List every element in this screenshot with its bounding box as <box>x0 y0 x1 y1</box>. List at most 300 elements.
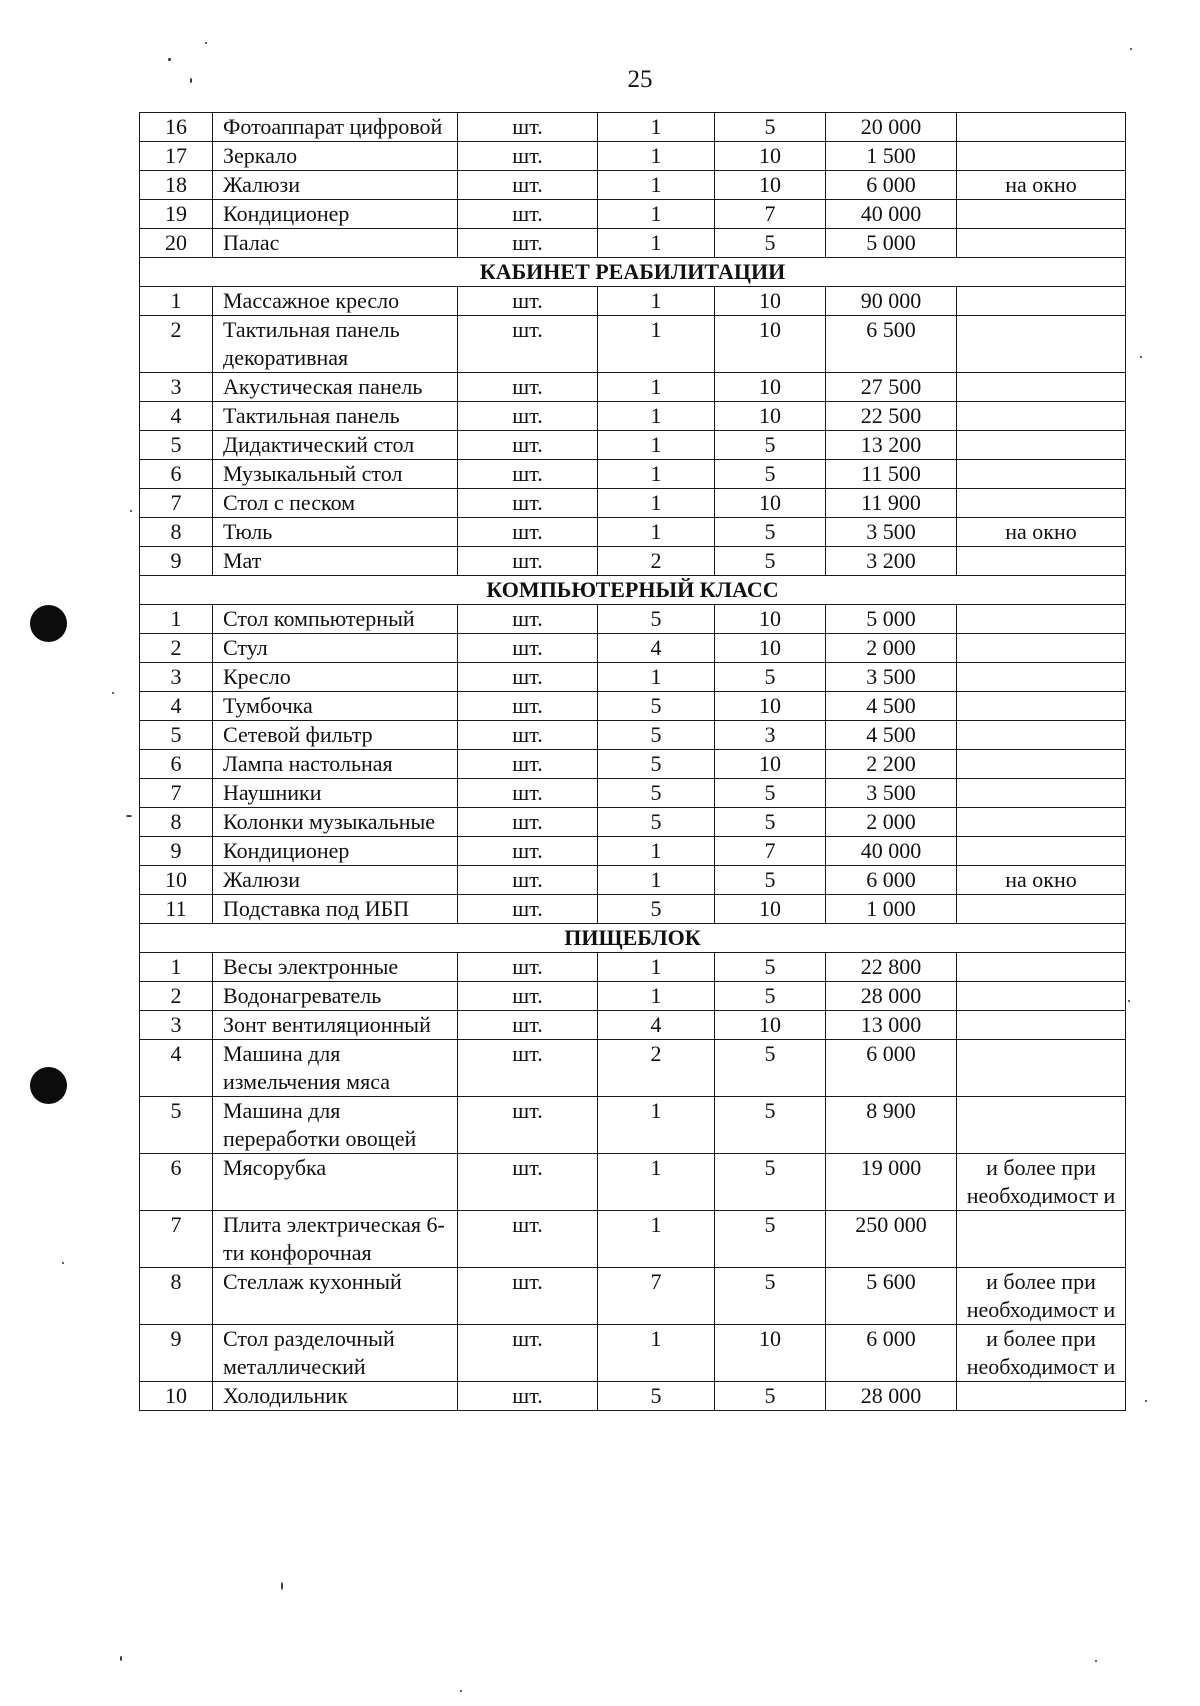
quantity-cell: 1 <box>598 953 715 982</box>
service-years-cell: 10 <box>715 489 826 518</box>
scan-speck <box>62 1262 64 1264</box>
table-row <box>140 1325 1126 1382</box>
note-cell <box>957 692 1126 721</box>
item-name-cell: Кондиционер <box>213 200 458 229</box>
row-number-cell: 16 <box>140 113 213 142</box>
row-number-cell: 10 <box>140 866 213 895</box>
unit-cell: шт. <box>458 402 598 431</box>
price-cell: 1 500 <box>826 142 957 171</box>
note-cell <box>957 489 1126 518</box>
price-cell: 4 500 <box>826 721 957 750</box>
note-cell: и более при необходимост и <box>957 1268 1126 1325</box>
price-cell: 2 200 <box>826 750 957 779</box>
table-row <box>140 171 1126 200</box>
quantity-cell: 1 <box>598 171 715 200</box>
quantity-cell: 1 <box>598 142 715 171</box>
item-name-cell: Тактильная панель <box>213 402 458 431</box>
row-number-cell: 5 <box>140 1097 213 1154</box>
quantity-cell: 1 <box>598 837 715 866</box>
table-row <box>140 1382 1126 1411</box>
note-cell <box>957 605 1126 634</box>
row-number-cell: 3 <box>140 1011 213 1040</box>
item-name-cell: Стол разделочный металлический <box>213 1325 458 1382</box>
quantity-cell: 5 <box>598 1382 715 1411</box>
section-title: КАБИНЕТ РЕАБИЛИТАЦИИ <box>140 258 1126 287</box>
table-row <box>140 605 1126 634</box>
table-row <box>140 837 1126 866</box>
note-cell <box>957 460 1126 489</box>
table-row <box>140 316 1126 373</box>
price-cell: 27 500 <box>826 373 957 402</box>
table-row <box>140 1097 1126 1154</box>
item-name-cell: Зонт вентиляционный <box>213 1011 458 1040</box>
table-row <box>140 1211 1126 1268</box>
note-cell <box>957 895 1126 924</box>
equipment-table <box>139 112 1126 1411</box>
scan-speck <box>281 1582 283 1590</box>
table-row <box>140 953 1126 982</box>
scan-speck <box>1140 356 1142 358</box>
note-cell <box>957 837 1126 866</box>
scan-speck <box>120 1656 122 1661</box>
service-years-cell: 5 <box>715 1154 826 1211</box>
note-cell <box>957 373 1126 402</box>
unit-cell: шт. <box>458 982 598 1011</box>
table-row <box>140 1154 1126 1211</box>
quantity-cell: 2 <box>598 547 715 576</box>
note-cell <box>957 1011 1126 1040</box>
row-number-cell: 1 <box>140 605 213 634</box>
quantity-cell: 1 <box>598 402 715 431</box>
unit-cell: шт. <box>458 113 598 142</box>
service-years-cell: 10 <box>715 692 826 721</box>
service-years-cell: 5 <box>715 982 826 1011</box>
service-years-cell: 5 <box>715 808 826 837</box>
price-cell: 8 900 <box>826 1097 957 1154</box>
table-row <box>140 808 1126 837</box>
price-cell: 4 500 <box>826 692 957 721</box>
note-cell <box>957 287 1126 316</box>
service-years-cell: 10 <box>715 605 826 634</box>
price-cell: 90 000 <box>826 287 957 316</box>
section-title: КОМПЬЮТЕРНЫЙ КЛАСС <box>140 576 1126 605</box>
quantity-cell: 1 <box>598 1325 715 1382</box>
row-number-cell: 7 <box>140 489 213 518</box>
quantity-cell: 2 <box>598 1040 715 1097</box>
item-name-cell: Весы электронные <box>213 953 458 982</box>
quantity-cell: 1 <box>598 229 715 258</box>
note-cell <box>957 808 1126 837</box>
quantity-cell: 1 <box>598 1097 715 1154</box>
service-years-cell: 5 <box>715 113 826 142</box>
price-cell: 6 000 <box>826 171 957 200</box>
row-number-cell: 6 <box>140 1154 213 1211</box>
note-cell: на окно <box>957 866 1126 895</box>
quantity-cell: 1 <box>598 982 715 1011</box>
item-name-cell: Машина для измельчения мяса <box>213 1040 458 1097</box>
quantity-cell: 5 <box>598 895 715 924</box>
quantity-cell: 4 <box>598 634 715 663</box>
service-years-cell: 7 <box>715 837 826 866</box>
service-years-cell: 10 <box>715 171 826 200</box>
note-cell <box>957 779 1126 808</box>
unit-cell: шт. <box>458 1011 598 1040</box>
price-cell: 6 500 <box>826 316 957 373</box>
row-number-cell: 18 <box>140 171 213 200</box>
service-years-cell: 5 <box>715 229 826 258</box>
table-row <box>140 982 1126 1011</box>
note-cell <box>957 663 1126 692</box>
scan-speck <box>126 815 132 817</box>
row-number-cell: 5 <box>140 721 213 750</box>
price-cell: 3 500 <box>826 518 957 547</box>
row-number-cell: 6 <box>140 460 213 489</box>
item-name-cell: Жалюзи <box>213 171 458 200</box>
unit-cell: шт. <box>458 431 598 460</box>
note-cell <box>957 200 1126 229</box>
table-row <box>140 431 1126 460</box>
unit-cell: шт. <box>458 287 598 316</box>
row-number-cell: 11 <box>140 895 213 924</box>
unit-cell: шт. <box>458 200 598 229</box>
table-row <box>140 113 1126 142</box>
service-years-cell: 10 <box>715 1325 826 1382</box>
price-cell: 22 800 <box>826 953 957 982</box>
note-cell <box>957 750 1126 779</box>
item-name-cell: Палас <box>213 229 458 258</box>
row-number-cell: 4 <box>140 1040 213 1097</box>
row-number-cell: 1 <box>140 953 213 982</box>
service-years-cell: 5 <box>715 518 826 547</box>
quantity-cell: 1 <box>598 200 715 229</box>
item-name-cell: Машина для переработки овощей <box>213 1097 458 1154</box>
row-number-cell: 2 <box>140 634 213 663</box>
price-cell: 3 500 <box>826 779 957 808</box>
note-cell: и более при необходимост и <box>957 1325 1126 1382</box>
table-row <box>140 229 1126 258</box>
section-title: ПИЩЕБЛОК <box>140 924 1126 953</box>
unit-cell: шт. <box>458 547 598 576</box>
item-name-cell: Кондиционер <box>213 837 458 866</box>
row-number-cell: 3 <box>140 663 213 692</box>
row-number-cell: 3 <box>140 373 213 402</box>
row-number-cell: 4 <box>140 402 213 431</box>
note-cell: на окно <box>957 518 1126 547</box>
quantity-cell: 5 <box>598 750 715 779</box>
price-cell: 11 900 <box>826 489 957 518</box>
table-row <box>140 518 1126 547</box>
price-cell: 40 000 <box>826 200 957 229</box>
unit-cell: шт. <box>458 460 598 489</box>
quantity-cell: 7 <box>598 1268 715 1325</box>
table-row <box>140 200 1126 229</box>
table-row <box>140 460 1126 489</box>
row-number-cell: 8 <box>140 518 213 547</box>
table-row <box>140 721 1126 750</box>
item-name-cell: Музыкальный стол <box>213 460 458 489</box>
scan-speck <box>190 78 192 83</box>
row-number-cell: 19 <box>140 200 213 229</box>
service-years-cell: 10 <box>715 402 826 431</box>
price-cell: 28 000 <box>826 1382 957 1411</box>
unit-cell: шт. <box>458 1211 598 1268</box>
price-cell: 40 000 <box>826 837 957 866</box>
item-name-cell: Тактильная панель декоративная <box>213 316 458 373</box>
unit-cell: шт. <box>458 171 598 200</box>
punch-hole-lower <box>30 1067 67 1104</box>
row-number-cell: 8 <box>140 808 213 837</box>
unit-cell: шт. <box>458 1325 598 1382</box>
table-row <box>140 663 1126 692</box>
service-years-cell: 10 <box>715 142 826 171</box>
item-name-cell: Тюль <box>213 518 458 547</box>
table-row <box>140 692 1126 721</box>
price-cell: 11 500 <box>826 460 957 489</box>
row-number-cell: 4 <box>140 692 213 721</box>
service-years-cell: 5 <box>715 1097 826 1154</box>
price-cell: 28 000 <box>826 982 957 1011</box>
note-cell <box>957 1040 1126 1097</box>
service-years-cell: 10 <box>715 750 826 779</box>
row-number-cell: 9 <box>140 837 213 866</box>
service-years-cell: 5 <box>715 547 826 576</box>
service-years-cell: 5 <box>715 460 826 489</box>
table-row <box>140 779 1126 808</box>
note-cell <box>957 229 1126 258</box>
section-header-row <box>140 576 1126 605</box>
row-number-cell: 2 <box>140 316 213 373</box>
item-name-cell: Стол с песком <box>213 489 458 518</box>
service-years-cell: 5 <box>715 1268 826 1325</box>
unit-cell: шт. <box>458 634 598 663</box>
unit-cell: шт. <box>458 750 598 779</box>
item-name-cell: Кресло <box>213 663 458 692</box>
note-cell <box>957 1382 1126 1411</box>
unit-cell: шт. <box>458 779 598 808</box>
row-number-cell: 6 <box>140 750 213 779</box>
service-years-cell: 10 <box>715 634 826 663</box>
quantity-cell: 1 <box>598 489 715 518</box>
item-name-cell: Тумбочка <box>213 692 458 721</box>
note-cell <box>957 547 1126 576</box>
service-years-cell: 5 <box>715 1040 826 1097</box>
quantity-cell: 1 <box>598 1154 715 1211</box>
table-row <box>140 1268 1126 1325</box>
note-cell <box>957 142 1126 171</box>
note-cell <box>957 402 1126 431</box>
table-row <box>140 373 1126 402</box>
price-cell: 2 000 <box>826 808 957 837</box>
row-number-cell: 7 <box>140 779 213 808</box>
quantity-cell: 1 <box>598 663 715 692</box>
note-cell <box>957 1211 1126 1268</box>
quantity-cell: 1 <box>598 518 715 547</box>
unit-cell: шт. <box>458 605 598 634</box>
unit-cell: шт. <box>458 316 598 373</box>
row-number-cell: 1 <box>140 287 213 316</box>
row-number-cell: 9 <box>140 547 213 576</box>
table-row <box>140 1040 1126 1097</box>
price-cell: 6 000 <box>826 1325 957 1382</box>
row-number-cell: 17 <box>140 142 213 171</box>
quantity-cell: 1 <box>598 1211 715 1268</box>
punch-hole-upper <box>30 605 67 642</box>
item-name-cell: Сетевой фильтр <box>213 721 458 750</box>
price-cell: 2 000 <box>826 634 957 663</box>
scan-speck <box>1145 1400 1147 1402</box>
quantity-cell: 1 <box>598 373 715 402</box>
item-name-cell: Холодильник <box>213 1382 458 1411</box>
scan-speck <box>1095 1660 1097 1662</box>
item-name-cell: Зеркало <box>213 142 458 171</box>
table-row <box>140 489 1126 518</box>
unit-cell: шт. <box>458 1382 598 1411</box>
item-name-cell: Стул <box>213 634 458 663</box>
service-years-cell: 5 <box>715 663 826 692</box>
unit-cell: шт. <box>458 489 598 518</box>
item-name-cell: Наушники <box>213 779 458 808</box>
page-number: 25 <box>627 66 653 93</box>
service-years-cell: 5 <box>715 779 826 808</box>
unit-cell: шт. <box>458 1097 598 1154</box>
note-cell <box>957 721 1126 750</box>
unit-cell: шт. <box>458 866 598 895</box>
quantity-cell: 1 <box>598 113 715 142</box>
price-cell: 1 000 <box>826 895 957 924</box>
unit-cell: шт. <box>458 808 598 837</box>
price-cell: 19 000 <box>826 1154 957 1211</box>
row-number-cell: 7 <box>140 1211 213 1268</box>
service-years-cell: 10 <box>715 895 826 924</box>
section-header-row <box>140 258 1126 287</box>
row-number-cell: 2 <box>140 982 213 1011</box>
scan-speck <box>1128 1000 1130 1002</box>
price-cell: 13 200 <box>826 431 957 460</box>
note-cell <box>957 113 1126 142</box>
service-years-cell: 5 <box>715 431 826 460</box>
note-cell: и более при необходимост и <box>957 1154 1126 1211</box>
unit-cell: шт. <box>458 663 598 692</box>
service-years-cell: 5 <box>715 1211 826 1268</box>
note-cell: на окно <box>957 171 1126 200</box>
table-row <box>140 142 1126 171</box>
unit-cell: шт. <box>458 1154 598 1211</box>
item-name-cell: Лампа настольная <box>213 750 458 779</box>
price-cell: 5 000 <box>826 229 957 258</box>
service-years-cell: 5 <box>715 1382 826 1411</box>
service-years-cell: 10 <box>715 287 826 316</box>
scan-speck <box>112 692 114 694</box>
table-row <box>140 634 1126 663</box>
scan-speck <box>130 510 132 512</box>
item-name-cell: Стеллаж кухонный <box>213 1268 458 1325</box>
item-name-cell: Массажное кресло <box>213 287 458 316</box>
item-name-cell: Мат <box>213 547 458 576</box>
item-name-cell: Акустическая панель <box>213 373 458 402</box>
row-number-cell: 20 <box>140 229 213 258</box>
item-name-cell: Мясорубка <box>213 1154 458 1211</box>
table-row <box>140 866 1126 895</box>
unit-cell: шт. <box>458 1040 598 1097</box>
unit-cell: шт. <box>458 142 598 171</box>
service-years-cell: 10 <box>715 373 826 402</box>
quantity-cell: 1 <box>598 431 715 460</box>
row-number-cell: 8 <box>140 1268 213 1325</box>
scan-speck <box>1130 48 1132 50</box>
unit-cell: шт. <box>458 373 598 402</box>
unit-cell: шт. <box>458 837 598 866</box>
item-name-cell: Дидактический стол <box>213 431 458 460</box>
table-row <box>140 895 1126 924</box>
service-years-cell: 10 <box>715 316 826 373</box>
price-cell: 3 500 <box>826 663 957 692</box>
note-cell <box>957 634 1126 663</box>
service-years-cell: 5 <box>715 866 826 895</box>
item-name-cell: Стол компьютерный <box>213 605 458 634</box>
quantity-cell: 5 <box>598 721 715 750</box>
item-name-cell: Плита электрическая 6-ти конфорочная <box>213 1211 458 1268</box>
price-cell: 3 200 <box>826 547 957 576</box>
price-cell: 6 000 <box>826 866 957 895</box>
table-row <box>140 547 1126 576</box>
table-row <box>140 287 1126 316</box>
unit-cell: шт. <box>458 229 598 258</box>
service-years-cell: 3 <box>715 721 826 750</box>
item-name-cell: Водонагреватель <box>213 982 458 1011</box>
item-name-cell: Колонки музыкальные <box>213 808 458 837</box>
note-cell <box>957 316 1126 373</box>
unit-cell: шт. <box>458 692 598 721</box>
quantity-cell: 5 <box>598 605 715 634</box>
unit-cell: шт. <box>458 895 598 924</box>
quantity-cell: 1 <box>598 316 715 373</box>
note-cell <box>957 1097 1126 1154</box>
scan-speck <box>460 1690 462 1692</box>
row-number-cell: 5 <box>140 431 213 460</box>
unit-cell: шт. <box>458 953 598 982</box>
service-years-cell: 7 <box>715 200 826 229</box>
item-name-cell: Фотоаппарат цифровой <box>213 113 458 142</box>
service-years-cell: 5 <box>715 953 826 982</box>
scan-speck <box>168 58 171 61</box>
equipment-table-body <box>140 113 1126 1411</box>
row-number-cell: 10 <box>140 1382 213 1411</box>
service-years-cell: 10 <box>715 1011 826 1040</box>
unit-cell: шт. <box>458 1268 598 1325</box>
row-number-cell: 9 <box>140 1325 213 1382</box>
price-cell: 5 000 <box>826 605 957 634</box>
unit-cell: шт. <box>458 518 598 547</box>
unit-cell: шт. <box>458 721 598 750</box>
quantity-cell: 5 <box>598 692 715 721</box>
item-name-cell: Жалюзи <box>213 866 458 895</box>
quantity-cell: 1 <box>598 287 715 316</box>
quantity-cell: 5 <box>598 779 715 808</box>
note-cell <box>957 431 1126 460</box>
quantity-cell: 1 <box>598 866 715 895</box>
price-cell: 250 000 <box>826 1211 957 1268</box>
quantity-cell: 5 <box>598 808 715 837</box>
quantity-cell: 1 <box>598 460 715 489</box>
table-row <box>140 750 1126 779</box>
price-cell: 5 600 <box>826 1268 957 1325</box>
price-cell: 13 000 <box>826 1011 957 1040</box>
price-cell: 6 000 <box>826 1040 957 1097</box>
section-header-row <box>140 924 1126 953</box>
table-row <box>140 402 1126 431</box>
quantity-cell: 4 <box>598 1011 715 1040</box>
price-cell: 22 500 <box>826 402 957 431</box>
